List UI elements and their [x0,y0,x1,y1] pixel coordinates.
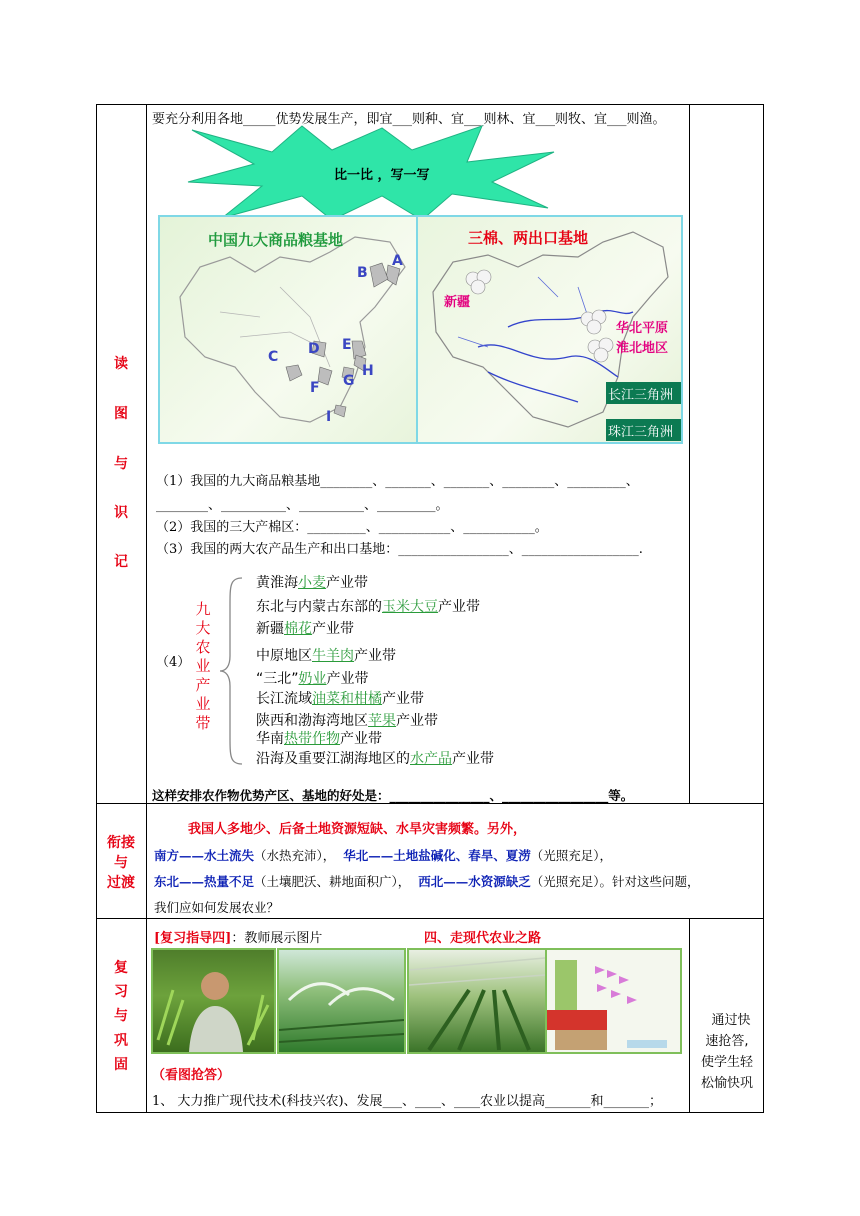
side-char: 习 [114,984,128,1000]
vertical-char: 农 [195,638,211,656]
side-char: 巩 [114,1033,128,1049]
question-3: （3）我国的两大农产品生产和出口基地：_________________、__________________. [156,542,643,557]
question-1b: ________、__________、__________、_________。 [156,498,449,513]
side-char: 识 [114,505,128,521]
table-border-top [96,104,764,105]
belt-product: 油菜和柑橘 [312,691,382,707]
transition-line-4: 我们应如何发展农业？ [154,900,280,915]
table-col-divider [689,104,690,804]
map-letter: A [392,253,403,269]
cotton-export-map [416,215,683,444]
side-char: 记 [114,554,128,570]
belt-product: 奶业 [298,671,327,687]
region-condition: （光照充足）， [530,848,613,863]
region-condition: （水热充沛）， [254,848,336,863]
china-outline [180,237,405,422]
belt-region: “三北” [256,671,299,687]
greenhouse-photo [407,948,547,1054]
guide-bracket: [复习指导四] [154,931,232,946]
farmer-photo [151,948,276,1054]
region-condition: （土壤肥沃、耕地面积广）， [254,874,411,889]
side-char: 与 [114,1008,128,1024]
side-char: 读 [114,356,128,372]
table-border-right [763,104,764,1113]
question-2: （2）我国的三大产棉区：_________、___________、___________。 [156,520,548,535]
region-condition: （光照充足）。针对这些问题， [530,874,700,889]
vertical-char: 带 [195,714,211,732]
belt-region: 陕西和渤海湾地区 [256,713,368,729]
table-col-divider [689,918,690,1113]
belt-suffix: 产业带 [354,648,396,664]
belt-product: 牛羊肉 [312,648,354,664]
vertical-char: 产 [195,676,211,694]
belt-item [256,710,438,730]
map-letter: D [308,341,320,357]
cotton-icons [466,270,613,362]
belt-item [256,618,354,638]
belt-item [256,728,382,748]
belt-suffix: 产业带 [396,713,438,729]
belt-region: 东北与内蒙古东部的 [256,599,382,615]
side-char: 复 [114,960,128,976]
belt-suffix: 产业带 [438,599,480,615]
map-letter: B [357,265,368,281]
benefit-question: 这样安排农作物优势产区、基地的好处是：________________、_________________等。 [152,788,634,803]
table-border-bottom [96,1112,764,1113]
map-letter: G [343,373,355,389]
intro-sentence: 要充分利用各地_____优势发展生产，即宜___则种、宜___则林、宜___则牧、宜___则渔。 [152,112,666,127]
belt-item [256,645,396,665]
sprinkler-photo [277,948,406,1054]
map-letter: E [342,337,352,353]
section-heading: 四、走现代农业之路 [424,931,542,946]
guide-text: ：教师展示图片 [231,931,323,946]
belt-item [256,748,494,768]
belt-item [256,688,424,708]
belt-region: 新疆 [256,621,284,637]
belt-product: 热带作物 [284,731,340,747]
side-char: 过渡 [107,875,135,891]
belt-suffix: 产业带 [312,621,354,637]
grain-base-map [158,215,418,444]
map-title: 三棉、两出口基地 [468,229,589,247]
map-letter: I [326,409,332,425]
belt-suffix: 产业带 [326,671,369,687]
region-problem: 南方——水土流失 [154,848,255,863]
question-1: 1、 大力推广现代技术(科技兴农)、发展___、____、____农业以提高_______和_______； [152,1094,663,1109]
teaching-note [694,1010,760,1094]
vertical-char: 业 [195,657,211,675]
quick-answer-label: （看图抢答） [152,1068,231,1083]
question-1a: （1）我国的九大商品粮基地________、_______、_______、________、_________、 [156,474,639,489]
side-char: 与 [114,855,128,871]
belt-product: 玉米大豆 [382,599,438,615]
transition-line-1: 我国人多地少、后备土地资源短缺、水旱灾害频繁。另外， [188,822,527,837]
belt-region: 长江流域 [256,691,312,707]
transition-line-2 [154,846,612,864]
note-line: 松愉快巩 [700,1076,753,1091]
belt-region: 黄淮海 [256,575,298,591]
map-label: 新疆 [444,295,471,310]
side-char: 与 [114,456,128,472]
belt-item [256,668,369,688]
region-problem: 东北——热量不足 [154,874,255,889]
belt-product: 苹果 [368,713,396,729]
belt-region: 华南 [256,731,284,747]
belt-product: 棉花 [284,621,312,637]
map-label: 淮北地区 [616,341,669,356]
map-letter: F [310,380,320,396]
guide-line [154,927,322,946]
transition-line-3 [154,872,700,890]
table-col-divider [146,104,147,1113]
map-title: 中国九大商品粮基地 [208,231,344,249]
belt-item [256,596,480,616]
curly-brace [218,576,246,766]
vertical-char: 九 [195,600,211,618]
belt-product: 小麦 [298,575,326,591]
side-char: 图 [114,406,128,422]
belt-suffix: 产业带 [452,751,494,767]
map-label: 华北平原 [616,321,669,336]
map-letter: H [362,363,374,379]
side-char: 固 [114,1057,128,1073]
belt-region: 沿海及重要江湖海地区的 [256,751,410,767]
map-letter: C [268,349,279,365]
nine-belts-vertical-label [194,600,212,733]
note-line: 速抢答, [705,1034,749,1049]
region-problem: 华北——土地盐碱化、春旱、夏涝 [343,848,531,863]
burst-text: 比一比 ，写一写 [334,168,430,183]
belt-suffix: 产业带 [340,731,382,747]
irrigation-diagram [545,948,682,1054]
note-line: 通过快 [711,1013,751,1028]
table-border-left [96,104,97,1113]
question-4-number: （4） [156,655,191,670]
belt-suffix: 产业带 [382,691,424,707]
map-label: 珠江三角洲 [608,425,674,440]
side-char: 衔接 [107,835,135,851]
table-row-divider [96,918,764,919]
vertical-char: 业 [195,695,211,713]
map-label: 长江三角洲 [608,388,674,403]
belt-product: 水产品 [410,751,452,767]
belt-item [256,572,368,592]
vertical-char: 大 [195,619,211,637]
note-line: 使学生轻 [700,1055,753,1070]
region-problem: 西北——水资源缺乏 [418,874,531,889]
belt-suffix: 产业带 [326,575,368,591]
belt-region: 中原地区 [256,648,312,664]
